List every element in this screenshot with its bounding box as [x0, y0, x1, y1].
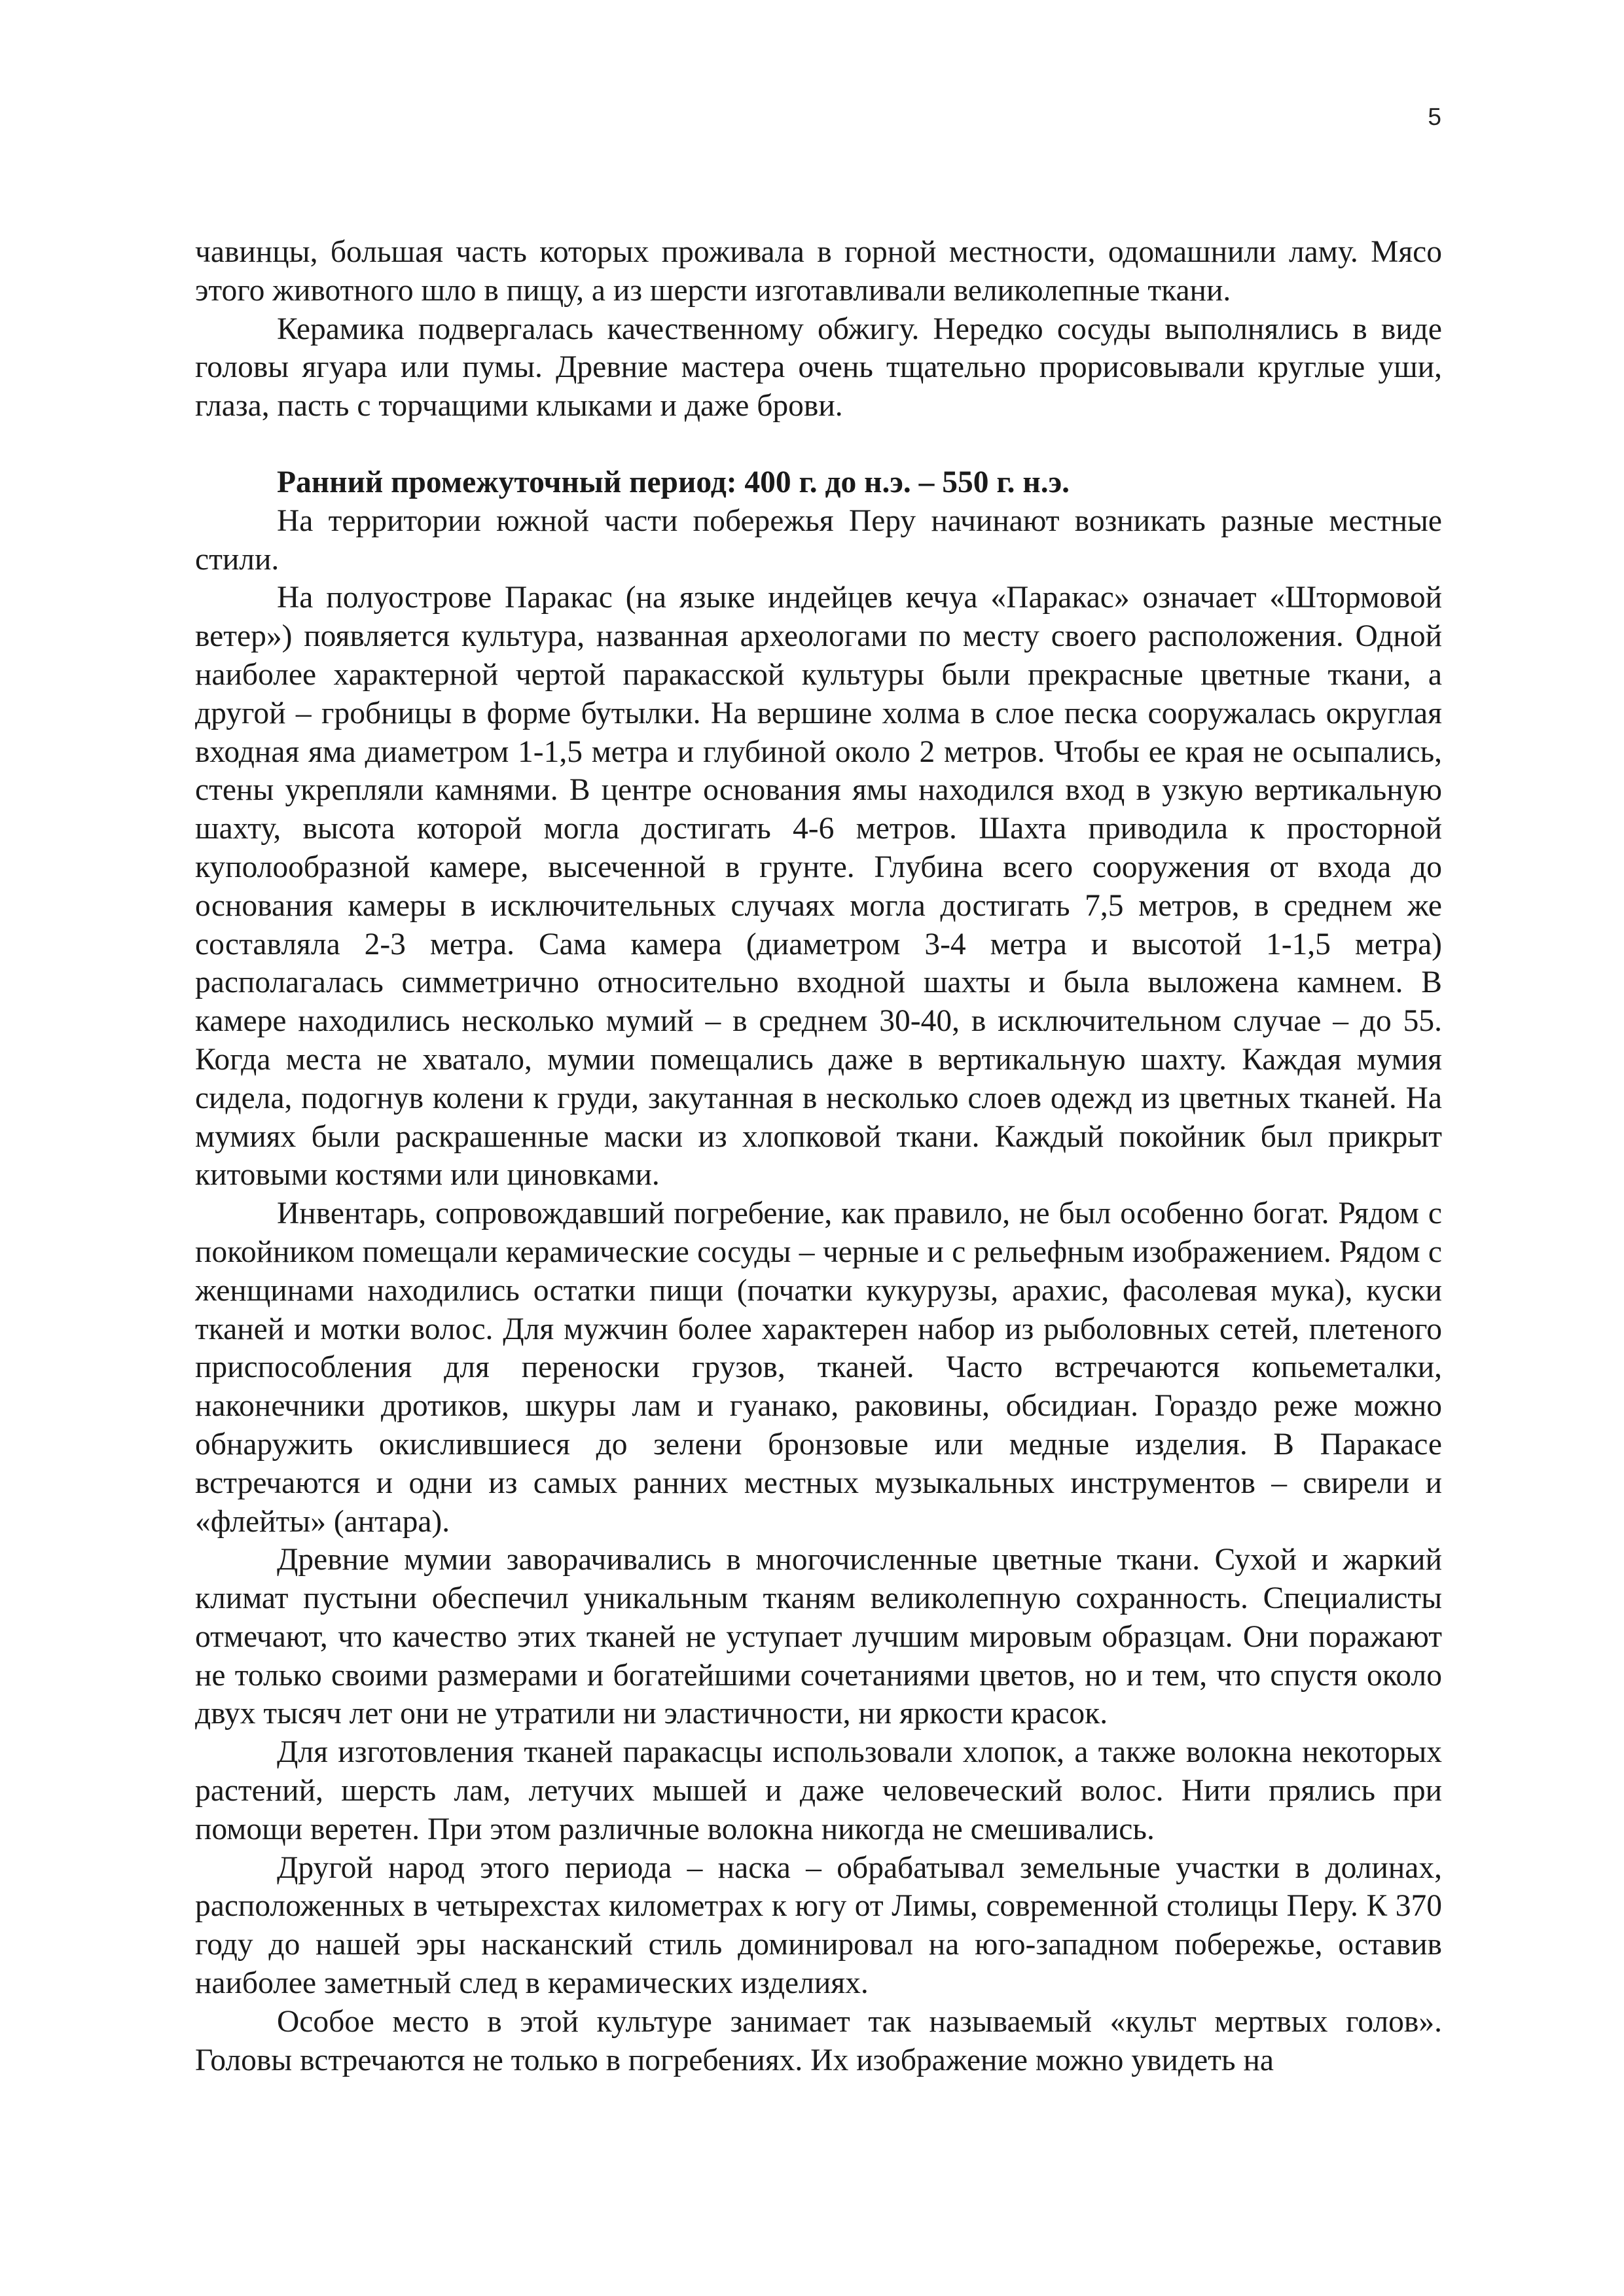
paragraph-continued: чавинцы, большая часть которых проживала в горной местности, одомашнили ламу. Мясо этого животного шло в пищу, а из шерсти изготавливали великолепные ткани.	[195, 235, 1442, 308]
paragraph-ceramics: Керамика подвергалась качественному обжигу. Нередко сосуды выполнялись в виде головы ягуара или пумы. Древние мастера очень тщательно прорисовывали круглые уши, глаза, пасть с торчащими клыками и даже брови.	[195, 312, 1442, 423]
section-heading: Ранний промежуточный период: 400 г. до н.э. – 550 г. н.э.	[277, 465, 1070, 499]
paragraph-fabric-making: Для изготовления тканей паракасцы использовали хлопок, а также волокна некоторых растений, шерсть лам, летучих мышей и даже человеческий волос. Нити прялись при помощи веретен. При этом различные волокна никогда не смешивались.	[195, 1735, 1442, 1846]
paragraph-mummy-textiles: Древние мумии заворачивались в многочисленные цветные ткани. Сухой и жаркий климат пустыни обеспечил уникальным тканям великолепную сохранность. Специалисты отмечают, что качество этих тканей не уступает лучшим мировым образцам. Они поражают не только своими размерами и богатейшими сочетаниями цветов, но и тем, что спустя около двух тысяч лет они не утратили ни эластичности, ни яркости красок.	[195, 1543, 1442, 1731]
paragraph-burial-inventory: Инвентарь, сопровождавший погребение, как правило, не был особенно богат. Рядом с покойником помещали керамические сосуды – черные и с рельефным изображением. Рядом с женщинами находились остатки пищи (початки кукурузы, арахис, фасолевая мука), куски тканей и мотки волос. Для мужчин более характерен набор из рыболовных сетей, плетеного приспособления для переноски грузов, тканей. Часто встречаются копьеметалки, наконечники дротиков, шкуры лам и гуанако, раковины, обсидиан. Гораздо реже можно обнаружить окислившиеся до зелени бронзовые или медные изделия. В Паракасе встречаются и одни из самых ранних местных музыкальных инструментов – свирели и «флейты» (антара).	[195, 1196, 1442, 1539]
paragraph-cult-of-heads: Особое место в этой культуре занимает так называемый «культ мертвых голов». Головы встречаются не только в погребениях. Их изображение можно увидеть на	[195, 2004, 1442, 2077]
page-body	[195, 233, 1442, 2079]
page-number: 5	[1428, 103, 1441, 130]
paragraph-local-styles: На территории южной части побережья Перу начинают возникать разные местные стили.	[195, 503, 1442, 577]
paragraph-nazca: Другой народ этого периода – наска – обрабатывал земельные участки в долинах, расположенных в четырехстах километрах к югу от Лимы, современной столицы Перу. К 370 году до нашей эры насканский стиль доминировал на юго-западном побережье, оставив наиболее заметный след в керамических изделиях.	[195, 1850, 1442, 2001]
paragraph-paracas: На полуострове Паракас (на языке индейцев кечуа «Паракас» означает «Штормовой ветер») появляется культура, названная археологами по месту своего расположения. Одной наиболее характерной чертой паракасской культуры были прекрасные цветные ткани, а другой – гробницы в форме бутылки. На вершине холма в слое песка сооружалась округлая входная яма диаметром 1-1,5 метра и глубиной около 2 метров. Чтобы ее края не осыпались, стены укрепляли камнями. В центре основания ямы находился вход в узкую вертикальную шахту, высота которой могла достигать 4-6 метров. Шахта приводила к просторной куполообразной камере, высеченной в грунте. Глубина всего сооружения от входа до основания камеры в исключительных случаях могла достигать 7,5 метров, в среднем же составляла 2-3 метра. Сама камера (диаметром 3-4 метра и высотой 1-1,5 метра) располагалась симметрично относительно входной шахты и была выложена камнем. В камере находились несколько мумий – в среднем 30-40, в исключительном случае – до 55. Когда места не хватало, мумии помещались даже в вертикальную шахту. Каждая мумия сидела, подогнув колени к груди, закутанная в несколько слоев одежд из цветных тканей. На мумиях были раскрашенные маски из хлопковой ткани. Каждый покойник был прикрыт китовыми костями или циновками.	[195, 581, 1442, 1193]
